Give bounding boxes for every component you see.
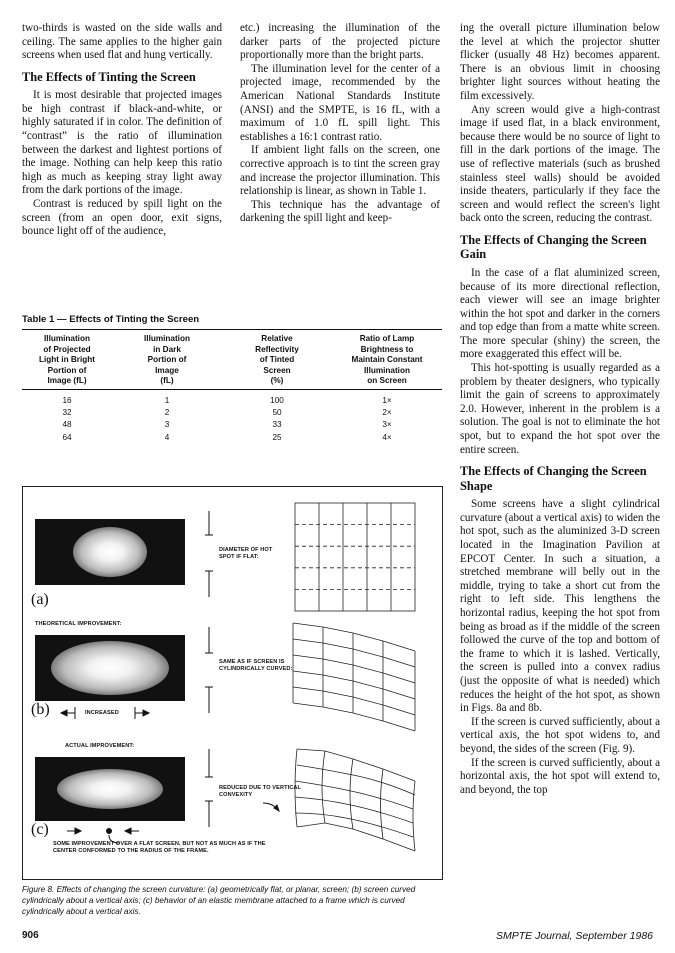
table-title: Table 1 — Effects of Tinting the Screen [22,314,200,325]
paragraph: two-thirds is wasted on the side walls and ceiling. The same applies to the higher gain screens when used flat and hung vertically. [22,22,222,62]
note-hot-spot-flat: DIAMETER OF HOT SPOT IF FLAT: [219,547,273,560]
heading-theoretical: THEORETICAL IMPROVEMENT: [35,621,122,627]
table-header-cell: Ratio of Lamp Brightness to Maintain Constant Illumination on Screen [351,334,423,385]
table-row [22,432,442,444]
paragraph: ing the overall picture illumination below the level at which the projector shutter flicker (usually 48 Hz) becomes apparent. There is an obvious limit in choosing brighter light sources without heating the film excessively. [460,22,660,102]
hot-spot-image-c [35,757,185,821]
column-2 [240,22,440,226]
table-cell: 16 [62,395,72,405]
panel-label-c: (c) [31,821,49,838]
table-1 [22,314,442,444]
table-cell: 3 [164,420,170,430]
page-number: 906 [22,930,39,941]
figure-caption: Figure 8. Effects of changing the screen curvature: (a) geometrically flat, or planar, screen; (b) screen curved cylindrically about a vertical axis; (c) behavior of an elastic membrane attached to a frame which is curved cylindrically about a vertical axis. [22,885,416,916]
paragraph: Contrast is reduced by spill light on the screen (from an open door, exit signs, bounce light off of the audience, [22,198,222,238]
note-some-improvement: SOME IMPROVEMENT OVER A FLAT SCREEN, BUT NOT AS MUCH AS IF THE CENTER CONFORMED TO THE RADIUS OF THE FRAME. [53,841,266,854]
column-1 [22,22,222,239]
table-cell: 1 [164,395,170,405]
paragraph: If ambient light falls on the screen, one corrective approach is to tint the screen gray and increase the projector illumination. This relationship is linear, as shown in Table 1. [240,144,440,198]
figure-8 [22,486,443,880]
paragraph: In the case of a flat aluminized screen, because of its more directional reflection, each viewer will see an image brighter within the hot spot and darker in the corners and top edge than from a matte white screen. The more specular (shiny) the screen, the more exaggerated this effect will be. [460,266,660,361]
flat-screen-grid [295,503,415,611]
table-row [22,407,442,419]
section-heading-tinting: The Effects of Tinting the Screen [22,69,196,84]
column-3 [460,22,660,797]
table-row [22,395,442,407]
heading-actual: ACTUAL IMPROVEMENT: [65,743,135,749]
table-cell: 25 [272,432,282,442]
paragraph: It is most desirable that projected images be high contrast if black-and-white, or highly saturated if in color. The definition of “contrast” is the ratio of illumination between the darkest and lightest portions of the image. Nothing can help keep this ratio high as much as keeping stray light away from the dark portions of the image. [22,89,222,197]
table-header-cell: Illumination in Dark Portion of Image (fL) [144,334,190,385]
table-header-cell: Illumination of Projected Light in Bright Portion of Image (fL) [39,334,95,385]
table-cell: 48 [62,420,72,430]
table-cell: 2 [164,407,170,417]
paragraph: etc.) increasing the illumination of the darker parts of the projected picture proportionally more than the bright parts. [240,22,440,62]
table-header-cell: Relative Reflectivity of Tinted Screen (%) [255,334,299,385]
section-heading-shape: The Effects of Changing the Screen Shape [460,464,647,493]
table-cell: 1× [382,395,392,405]
hot-spot-image-b [35,635,185,701]
paragraph: If the screen is curved sufficiently, about a horizontal axis, the hot spot will extend to, and beyond, the top [460,756,660,796]
section-heading-gain: The Effects of Changing the Screen Gain [460,232,647,262]
cylindrical-screen-grid [293,623,415,731]
paragraph: This hot-spotting is usually regarded as a problem by theater designers, who typically limit the gain of screens to approximately 2.0. However, inherent in the problem is a solution. The goal is not to eliminate the hot spot, but to expand the hot spot over the entire screen. [460,362,660,456]
table-header-row [22,330,442,389]
paragraph: If the screen is curved sufficiently, about a vertical axis, the hot spot widens to, and beyond, the sides of the screen (Fig. 9). [460,715,660,755]
table-cell: 64 [62,432,72,442]
journal-footer: SMPTE Journal, September 1986 [496,930,653,942]
table-cell: 50 [272,407,282,417]
paragraph: Some screens have a slight cylindrical curvature (about a vertical axis) to widen the hot spot, such as the aluminized 3-D screen located in the Imagination Pavilion at EPCOT Center. In such a situation, a stretched membrane will belly out in the middle, trying to take a short cut from the right to left side. This lengthens the horizontal radius, keeping the hot spot from being as broad as if the middle of the screen followed the curve of the top and bottom of the frame to which it is lashed. Vertically, the screen is pulled into a convex radius (just the opposite of what is needed) which reduces the height of the hot spot, as shown in Figs. 8a and 8b. [460,498,660,715]
panel-label-b: (b) [31,701,50,718]
table-cell: 3× [382,420,392,430]
table-cell: 2× [382,407,392,417]
membrane-screen-grid [295,749,415,851]
note-cylindrical: SAME AS IF SCREEN IS CYLINDRICALLY CURVED: [219,659,293,672]
label-increased: INCREASED [85,710,119,716]
table-cell: 32 [62,407,72,417]
table-cell: 100 [270,395,284,405]
table-row [22,419,442,431]
paragraph: The illumination level for the center of a projected image, recommended by the American National Standards Institute (ANSI) and the SMPTE, is 16 fL, with a maximum of 1.0 fL spill light. This establishes a 16:1 contrast ratio. [240,62,440,143]
paragraph: This technique has the advantage of darkening the spill light and keep- [240,198,440,225]
note-vertical-convexity: REDUCED DUE TO VERTICAL CONVEXITY [219,785,301,798]
table-cell: 33 [272,420,282,430]
table-cell: 4 [164,432,170,442]
table-cell: 4× [382,432,392,442]
panel-label-a: (a) [31,591,49,608]
paragraph: Any screen would give a high-contrast image if used flat, in a black environment, because there would be no source of light to fill in the dark portions of the image. The use of reflective materials (such as brushed stainless steel walls) should be avoided inside theaters, particularly if they face the screen and would reflect the screen's light back onto the screen, reducing the contrast. [460,103,660,225]
